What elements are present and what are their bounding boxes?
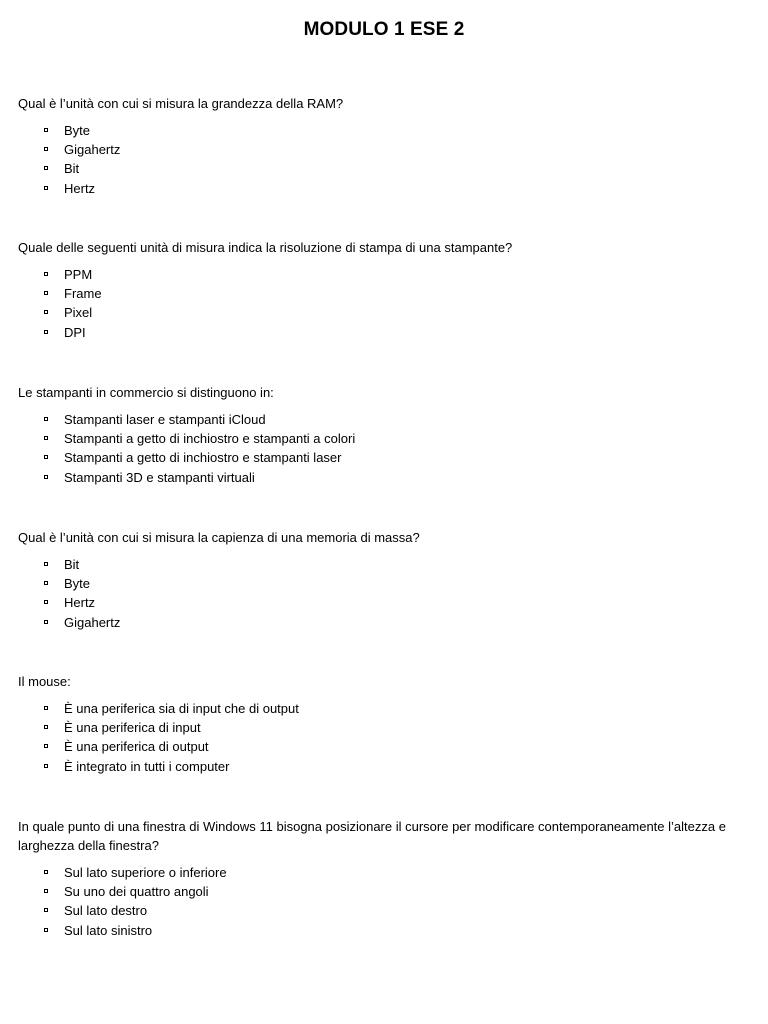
answer-option[interactable] xyxy=(18,901,738,920)
checkbox-icon[interactable] xyxy=(44,600,48,604)
option-label: Sul lato destro xyxy=(64,903,148,919)
answer-options xyxy=(18,863,738,940)
answer-option[interactable] xyxy=(18,179,738,198)
option-label: Sul lato sinistro xyxy=(64,922,153,938)
checkbox-icon[interactable] xyxy=(44,310,48,314)
option-label: PPM xyxy=(64,267,93,282)
answer-options xyxy=(18,699,738,776)
option-label: Stampanti a getto di inchiostro e stampanti laser xyxy=(64,450,342,466)
answer-option[interactable] xyxy=(18,593,738,612)
option-label: È una periferica sia di input che di output xyxy=(64,701,299,716)
answer-options xyxy=(18,121,738,198)
answer-option[interactable] xyxy=(18,303,738,322)
answer-option[interactable] xyxy=(18,429,738,448)
question-text: Quale delle seguenti unità di misura indica la risoluzione di stampa di una stampante? xyxy=(18,240,513,255)
option-label: Pixel xyxy=(64,305,93,321)
checkbox-icon[interactable] xyxy=(44,870,48,874)
answer-option[interactable] xyxy=(18,613,738,632)
answer-options xyxy=(18,265,738,342)
answer-option[interactable] xyxy=(18,468,738,487)
checkbox-icon[interactable] xyxy=(44,272,48,276)
question-5 xyxy=(18,672,738,776)
checkbox-icon[interactable] xyxy=(44,725,48,729)
option-label: Bit xyxy=(64,161,80,177)
answer-option[interactable] xyxy=(18,699,738,718)
question-text: Qual è l’unità con cui si misura la capienza di una memoria di massa? xyxy=(18,530,420,545)
option-label: Hertz xyxy=(64,180,96,196)
option-label: Stampanti a getto di inchiostro e stampanti a colori xyxy=(64,431,356,447)
answer-option[interactable] xyxy=(18,882,738,901)
checkbox-icon[interactable] xyxy=(44,581,48,585)
question-text: Il mouse: xyxy=(18,674,71,689)
answer-option[interactable] xyxy=(18,121,738,140)
question-6 xyxy=(18,817,738,940)
answer-options xyxy=(18,410,738,487)
checkbox-icon[interactable] xyxy=(44,166,48,170)
option-label: Hertz xyxy=(64,595,96,611)
answer-option[interactable] xyxy=(18,921,738,940)
answer-option[interactable] xyxy=(18,159,738,178)
checkbox-icon[interactable] xyxy=(44,620,48,624)
checkbox-icon[interactable] xyxy=(44,455,48,459)
question-4 xyxy=(18,528,738,632)
option-label: Su uno dei quattro angoli xyxy=(64,884,209,900)
answer-option[interactable] xyxy=(18,140,738,159)
checkbox-icon[interactable] xyxy=(44,291,48,295)
checkbox-icon[interactable] xyxy=(44,744,48,748)
answer-option[interactable] xyxy=(18,284,738,303)
checkbox-icon[interactable] xyxy=(44,562,48,566)
option-label: Gigahertz xyxy=(64,614,121,630)
answer-option[interactable] xyxy=(18,757,738,776)
answer-option[interactable] xyxy=(18,555,738,574)
checkbox-icon[interactable] xyxy=(44,889,48,893)
question-3 xyxy=(18,383,738,487)
checkbox-icon[interactable] xyxy=(44,147,48,151)
option-label: Stampanti laser e stampanti iCloud xyxy=(64,412,266,427)
question-text: Qual è l’unità con cui si misura la grandezza della RAM? xyxy=(18,96,344,111)
checkbox-icon[interactable] xyxy=(44,764,48,768)
answer-option[interactable] xyxy=(18,410,738,429)
option-label: Sul lato superiore o inferiore xyxy=(64,865,227,880)
answer-option[interactable] xyxy=(18,448,738,467)
checkbox-icon[interactable] xyxy=(44,706,48,710)
option-label: Byte xyxy=(64,576,91,592)
answer-options xyxy=(18,555,738,632)
answer-option[interactable] xyxy=(18,863,738,882)
question-text: In quale punto di una finestra di Windows 11 bisogna posizionare il cursore per modificare contemporaneamente l’altezza e larghezza della finestra? xyxy=(18,819,726,853)
checkbox-icon[interactable] xyxy=(44,128,48,132)
checkbox-icon[interactable] xyxy=(44,475,48,479)
option-label: Stampanti 3D e stampanti virtuali xyxy=(64,469,255,485)
option-label: Gigahertz xyxy=(64,142,121,158)
checkbox-icon[interactable] xyxy=(44,436,48,440)
option-label: È una periferica di output xyxy=(64,739,209,755)
checkbox-icon[interactable] xyxy=(44,928,48,932)
option-label: Byte xyxy=(64,123,91,138)
answer-option[interactable] xyxy=(18,574,738,593)
option-label: DPI xyxy=(64,324,86,340)
checkbox-icon[interactable] xyxy=(44,908,48,912)
document-title: MODULO 1 ESE 2 xyxy=(303,19,465,40)
answer-option[interactable] xyxy=(18,718,738,737)
answer-option[interactable] xyxy=(18,265,738,284)
answer-option[interactable] xyxy=(18,737,738,756)
checkbox-icon[interactable] xyxy=(44,186,48,190)
checkbox-icon[interactable] xyxy=(44,330,48,334)
question-1 xyxy=(18,94,738,198)
answer-option[interactable] xyxy=(18,323,738,342)
option-label: È integrato in tutti i computer xyxy=(64,758,230,774)
option-label: Bit xyxy=(64,557,80,572)
checkbox-icon[interactable] xyxy=(44,417,48,421)
option-label: Frame xyxy=(64,286,102,302)
question-2 xyxy=(18,238,738,342)
option-label: È una periferica di input xyxy=(64,720,201,736)
question-text: Le stampanti in commercio si distinguono in: xyxy=(18,385,274,400)
